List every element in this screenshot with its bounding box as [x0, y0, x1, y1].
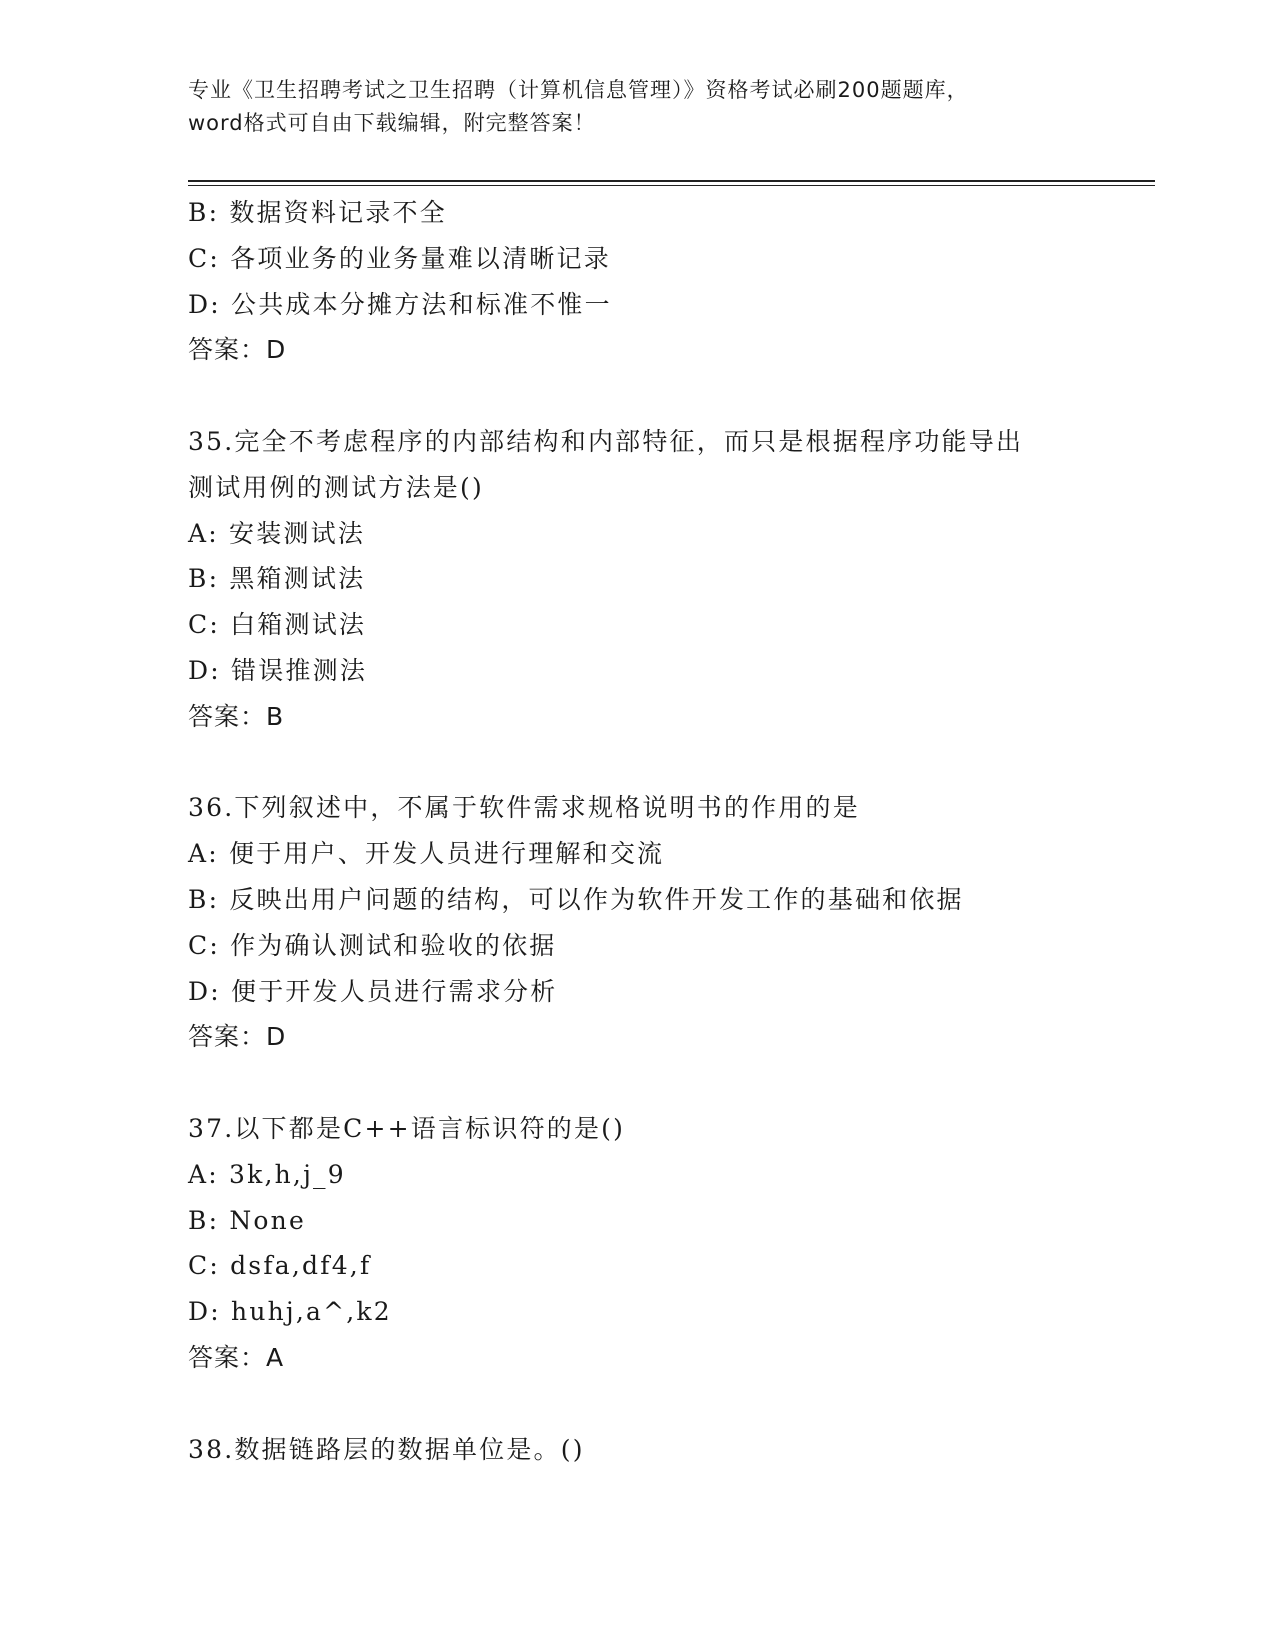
spacer	[188, 1060, 1148, 1106]
q37-answer: 答案：A	[188, 1342, 285, 1372]
q36-option-d: D: 便于开发人员进行需求分析	[188, 976, 558, 1006]
q35-option-a: A: 安装测试法	[188, 518, 366, 548]
q35-question-line-1: 35.完全不考虑程序的内部结构和内部特征，而只是根据程序功能导出	[188, 426, 1024, 456]
q36-answer: 答案：D	[188, 1022, 287, 1052]
q34-option-d: D: 公共成本分摊方法和标准不惟一	[188, 289, 612, 319]
header-divider-thin	[188, 185, 1155, 186]
header-divider-thick	[188, 180, 1155, 182]
q34-option-c: C: 各项业务的业务量难以清晰记录	[188, 243, 611, 273]
q37-option-c: C: dsfa,df4,f	[188, 1251, 372, 1281]
spacer	[188, 1381, 1148, 1427]
q35-option-d: D: 错误推测法	[188, 655, 368, 685]
q37-question: 37.以下都是C++语言标识符的是()	[188, 1113, 626, 1143]
q35-answer: 答案：B	[188, 701, 285, 731]
q36-question: 36.下列叙述中，不属于软件需求规格说明书的作用的是	[188, 793, 860, 823]
q37-option-b: B: None	[188, 1205, 306, 1235]
q38-question: 38.数据链路层的数据单位是。()	[188, 1434, 585, 1464]
header-title-line-1: 专业《卫生招聘考试之卫生招聘（计算机信息管理）》资格考试必刷200题题库，	[188, 78, 969, 102]
q36-option-a: A: 便于用户、开发人员进行理解和交流	[188, 839, 665, 869]
q36-option-b: B: 反映出用户问题的结构，可以作为软件开发工作的基础和依据	[188, 884, 964, 914]
q36-option-c: C: 作为确认测试和验收的依据	[188, 930, 557, 960]
q35-option-c: C: 白箱测试法	[188, 610, 367, 640]
header-title-line-2: word格式可自由下载编辑，附完整答案！	[188, 111, 596, 135]
q35-option-b: B: 黑箱测试法	[188, 564, 366, 594]
q34-answer: 答案：D	[188, 335, 287, 365]
spacer	[188, 373, 1148, 419]
q34-option-b: B: 数据资料记录不全	[188, 198, 447, 227]
q35-question-line-2: 测试用例的测试方法是()	[188, 472, 484, 502]
question-list	[188, 190, 1148, 1472]
spacer	[188, 740, 1148, 786]
q37-option-d: D: huhj,a^,k2	[188, 1297, 392, 1327]
document-header	[188, 74, 1088, 140]
q37-option-a: A: 3k,h,j_9	[188, 1159, 346, 1189]
